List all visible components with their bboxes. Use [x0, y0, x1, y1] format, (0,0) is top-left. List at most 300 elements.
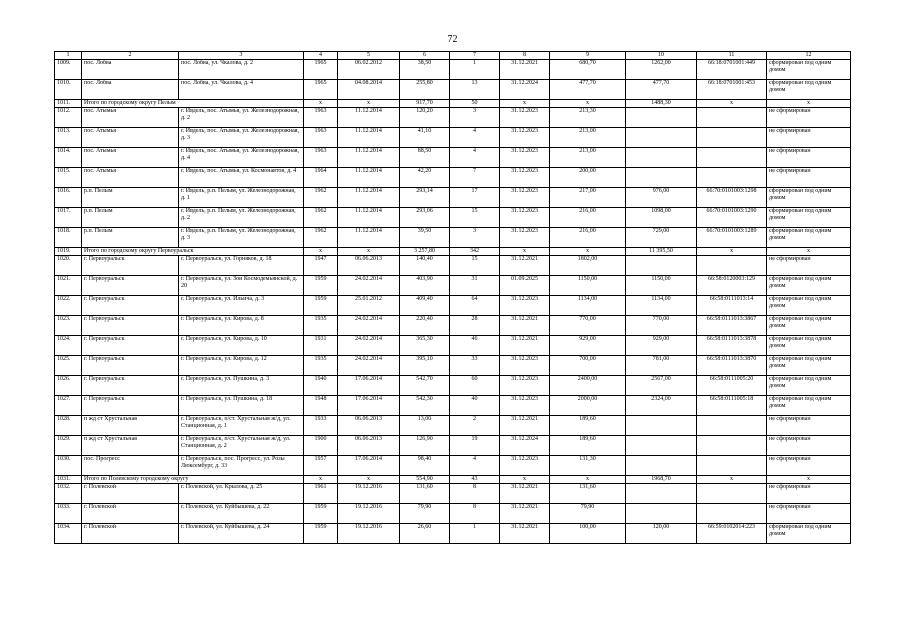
deadline-cell: 31.12.2023 — [500, 296, 550, 316]
land-status-cell: сформирован под одним домом — [767, 208, 851, 228]
address-cell: г. Первоуральск, ул. Ильича, д. 3 — [179, 296, 304, 316]
settlement-cell: г. Первоуральск — [82, 276, 179, 296]
row-number: 1022. — [55, 296, 82, 316]
address-cell: г. Первоуральск, ул. Кирова, д. 12 — [179, 356, 304, 376]
row-number: 1013. — [55, 128, 82, 148]
land-status-cell: сформирован под одним домом — [767, 376, 851, 396]
area-cell: 542,30 — [400, 396, 450, 416]
area-cell: 126,90 — [400, 436, 450, 456]
settlement-cell: п жд ст Хрустальная — [82, 416, 179, 436]
recognition-date-cell: x — [338, 100, 400, 108]
area-cell: 39,50 — [400, 228, 450, 248]
residents-cell: 3 — [450, 108, 500, 128]
recognition-date-cell: 17.06.2014 — [338, 396, 400, 416]
column9-cell: 770,00 — [550, 316, 626, 336]
recognition-date-cell: 11.12.2014 — [338, 108, 400, 128]
cadastral-number-cell: 66:70:0101003:1298 — [697, 188, 767, 208]
land-status-cell: не сформирован — [767, 128, 851, 148]
address-cell: г. Первоуральск, п/ст. Хрустальная ж/д, ул. Станционная, д. 2 — [179, 436, 304, 456]
land-area-cell: 11 395,50 — [626, 248, 697, 256]
column-number: 9 — [550, 52, 626, 60]
column-number: 4 — [304, 52, 338, 60]
settlement-cell: г. Первоуральск — [82, 256, 179, 276]
land-status-cell: не сформирован — [767, 148, 851, 168]
column-number: 12 — [767, 52, 851, 60]
deadline-cell: 31.12.2023 — [500, 148, 550, 168]
land-area-cell — [626, 128, 697, 148]
deadline-cell: 31.12.2021 — [500, 504, 550, 524]
area-cell: 293,14 — [400, 188, 450, 208]
table-row — [55, 336, 851, 356]
housing-register-table — [54, 51, 851, 544]
land-area-cell: 1134,00 — [626, 296, 697, 316]
row-number: 1014. — [55, 148, 82, 168]
address-cell: г. Ивдель, р.п. Пелым, ул. Железнодорожная, д. 2 — [179, 208, 304, 228]
deadline-cell: 31.12.2023 — [500, 108, 550, 128]
land-area-cell — [626, 168, 697, 188]
year-cell: 1963 — [304, 128, 338, 148]
land-area-cell — [626, 436, 697, 456]
recognition-date-cell: 11.12.2014 — [338, 148, 400, 168]
residents-cell: 4 — [450, 128, 500, 148]
deadline-cell: 31.12.2024 — [500, 80, 550, 100]
year-cell: 1933 — [304, 416, 338, 436]
recognition-date-cell: 11.12.2014 — [338, 228, 400, 248]
recognition-date-cell: 11.12.2014 — [338, 208, 400, 228]
total-label: Итого по городскому округу Пелым — [82, 100, 304, 108]
deadline-cell: 31.12.2021 — [500, 60, 550, 80]
column9-cell: 477,70 — [550, 80, 626, 100]
column9-cell: 131,60 — [550, 484, 626, 504]
year-cell: 1935 — [304, 316, 338, 336]
land-area-cell: 1150,00 — [626, 276, 697, 296]
table-row — [55, 108, 851, 128]
land-status-cell: не сформирован — [767, 484, 851, 504]
land-area-cell: 929,00 — [626, 336, 697, 356]
residents-cell: 1 — [450, 60, 500, 80]
area-cell: 220,40 — [400, 316, 450, 336]
row-number: 1033. — [55, 504, 82, 524]
recognition-date-cell: 19.12.2016 — [338, 524, 400, 544]
row-number: 1009. — [55, 60, 82, 80]
row-number: 1017. — [55, 208, 82, 228]
address-cell: г. Ивдель, р.п. Пелым, ул. Железнодорожная, д. 1 — [179, 188, 304, 208]
settlement-cell: г. Первоуральск — [82, 336, 179, 356]
land-area-cell — [626, 456, 697, 476]
year-cell: 1940 — [304, 376, 338, 396]
address-cell: г. Первоуральск, ул. Кирова, д. 10 — [179, 336, 304, 356]
land-status-cell: сформирован под одним домом — [767, 524, 851, 544]
settlement-cell: пос. Атымья — [82, 168, 179, 188]
page-number: 72 — [447, 34, 458, 45]
table-row — [55, 356, 851, 376]
land-status-cell: сформирован под одним домом — [767, 60, 851, 80]
column9-cell: 100,00 — [550, 524, 626, 544]
recognition-date-cell: 17.06.2014 — [338, 456, 400, 476]
residents-cell: 31 — [450, 276, 500, 296]
column-number: 7 — [450, 52, 500, 60]
settlement-cell: пос. Атымья — [82, 128, 179, 148]
residents-cell: 50 — [450, 100, 500, 108]
area-cell: 13,00 — [400, 416, 450, 436]
table-row — [55, 80, 851, 100]
area-cell: 395,10 — [400, 356, 450, 376]
residents-cell: 43 — [450, 476, 500, 484]
recognition-date-cell: 04.08.2014 — [338, 80, 400, 100]
land-area-cell — [626, 416, 697, 436]
table-row — [55, 456, 851, 476]
land-area-cell — [626, 484, 697, 504]
land-status-cell: не сформирован — [767, 456, 851, 476]
row-number: 1029. — [55, 436, 82, 456]
total-label: Итого по городскому округу Первоуральск — [82, 248, 304, 256]
land-area-cell: 120,00 — [626, 524, 697, 544]
settlement-cell: г. Первоуральск — [82, 316, 179, 336]
recognition-date-cell: x — [338, 248, 400, 256]
address-cell: пос. Лобва, ул. Чкалова, д. 2 — [179, 60, 304, 80]
deadline-cell: 31.12.2021 — [500, 256, 550, 276]
row-number: 1010. — [55, 80, 82, 100]
table-row — [55, 256, 851, 276]
land-status-cell: не сформирован — [767, 416, 851, 436]
land-status-cell: сформирован под одним домом — [767, 80, 851, 100]
land-status-cell: сформирован под одним домом — [767, 228, 851, 248]
recognition-date-cell: 19.12.2016 — [338, 484, 400, 504]
recognition-date-cell: 24.02.2014 — [338, 276, 400, 296]
settlement-cell: г. Полевской — [82, 504, 179, 524]
cadastral-number-cell: 66:58:0111013:3870 — [697, 356, 767, 376]
residents-cell: 342 — [450, 248, 500, 256]
cadastral-number-cell: 66:18:0701001:449 — [697, 60, 767, 80]
land-status-cell: x — [767, 476, 851, 484]
column-number: 10 — [626, 52, 697, 60]
table-row — [55, 416, 851, 436]
recognition-date-cell: 06.06.2013 — [338, 256, 400, 276]
deadline-cell: 31.12.2021 — [500, 336, 550, 356]
area-cell: 41,10 — [400, 128, 450, 148]
land-status-cell: сформирован под одним домом — [767, 396, 851, 416]
land-area-cell: 781,00 — [626, 356, 697, 376]
row-number: 1012. — [55, 108, 82, 128]
land-area-cell: 1968,70 — [626, 476, 697, 484]
land-area-cell: 976,00 — [626, 188, 697, 208]
row-number: 1020. — [55, 256, 82, 276]
year-cell: x — [304, 476, 338, 484]
area-cell: 26,60 — [400, 524, 450, 544]
column-number: 11 — [697, 52, 767, 60]
cadastral-number-cell — [697, 108, 767, 128]
table-row — [55, 396, 851, 416]
settlement-cell: г. Первоуральск — [82, 296, 179, 316]
recognition-date-cell: 19.12.2016 — [338, 504, 400, 524]
column-number: 3 — [179, 52, 304, 60]
year-cell: 1963 — [304, 148, 338, 168]
recognition-date-cell: 17.06.2014 — [338, 376, 400, 396]
column-number: 1 — [55, 52, 82, 60]
year-cell: 1965 — [304, 80, 338, 100]
address-cell: г. Первоуральск, ул. Кирова, д. 8 — [179, 316, 304, 336]
column9-cell: 1134,00 — [550, 296, 626, 316]
cadastral-number-cell — [697, 484, 767, 504]
cadastral-number-cell: x — [697, 476, 767, 484]
cadastral-number-cell — [697, 416, 767, 436]
land-status-cell: сформирован под одним домом — [767, 188, 851, 208]
column9-cell: 189,60 — [550, 436, 626, 456]
column9-cell: 680,70 — [550, 60, 626, 80]
area-cell: 79,90 — [400, 504, 450, 524]
year-cell: 1959 — [304, 296, 338, 316]
residents-cell: 8 — [450, 504, 500, 524]
column9-cell: 213,00 — [550, 128, 626, 148]
deadline-cell: x — [500, 100, 550, 108]
cadastral-number-cell: 66:58:0111005:20 — [697, 376, 767, 396]
year-cell: 1965 — [304, 60, 338, 80]
settlement-cell: г. Полевской — [82, 484, 179, 504]
column-number-row — [55, 52, 851, 60]
address-cell: г. Ивдель, р.п. Пелым, ул. Железнодорожная, д. 3 — [179, 228, 304, 248]
deadline-cell: 31.12.2021 — [500, 416, 550, 436]
table-row — [55, 148, 851, 168]
residents-cell: 64 — [450, 296, 500, 316]
recognition-date-cell: 11.12.2014 — [338, 168, 400, 188]
row-number: 1030. — [55, 456, 82, 476]
land-area-cell: 2324,00 — [626, 396, 697, 416]
year-cell: 1963 — [304, 108, 338, 128]
area-cell: 403,90 — [400, 276, 450, 296]
area-cell: 120,20 — [400, 108, 450, 128]
total-row — [55, 476, 851, 484]
cadastral-number-cell — [697, 128, 767, 148]
year-cell: 1935 — [304, 356, 338, 376]
row-number: 1021. — [55, 276, 82, 296]
table-row — [55, 436, 851, 456]
recognition-date-cell: 24.02.2014 — [338, 316, 400, 336]
row-number: 1018. — [55, 228, 82, 248]
land-status-cell: сформирован под одним домом — [767, 276, 851, 296]
recognition-date-cell: 06.06.2013 — [338, 436, 400, 456]
table-row — [55, 504, 851, 524]
residents-cell: 46 — [450, 336, 500, 356]
settlement-cell: г. Первоуральск — [82, 396, 179, 416]
row-number: 1026. — [55, 376, 82, 396]
land-status-cell: сформирован под одним домом — [767, 336, 851, 356]
column-number: 8 — [500, 52, 550, 60]
year-cell: 1931 — [304, 336, 338, 356]
year-cell: 1900 — [304, 436, 338, 456]
column9-cell: 79,90 — [550, 504, 626, 524]
deadline-cell: 31.12.2021 — [500, 316, 550, 336]
land-status-cell: сформирован под одним домом — [767, 316, 851, 336]
settlement-cell: пос. Атымья — [82, 108, 179, 128]
deadline-cell: x — [500, 248, 550, 256]
land-status-cell: x — [767, 248, 851, 256]
area-cell: 365,30 — [400, 336, 450, 356]
cadastral-number-cell — [697, 436, 767, 456]
residents-cell: 15 — [450, 208, 500, 228]
land-area-cell — [626, 256, 697, 276]
table-row — [55, 376, 851, 396]
land-area-cell: 477,70 — [626, 80, 697, 100]
settlement-cell: пос. Прогресс — [82, 456, 179, 476]
area-cell: 140,40 — [400, 256, 450, 276]
land-status-cell: не сформирован — [767, 504, 851, 524]
column9-cell: x — [550, 476, 626, 484]
year-cell: 1959 — [304, 276, 338, 296]
row-number: 1025. — [55, 356, 82, 376]
settlement-cell: пос. Атымья — [82, 148, 179, 168]
table-row — [55, 296, 851, 316]
column9-cell: 1150,00 — [550, 276, 626, 296]
cadastral-number-cell — [697, 256, 767, 276]
deadline-cell: 31.12.2023 — [500, 228, 550, 248]
year-cell: 1959 — [304, 524, 338, 544]
area-cell: 131,60 — [400, 484, 450, 504]
recognition-date-cell: x — [338, 476, 400, 484]
area-cell: 293,06 — [400, 208, 450, 228]
residents-cell: 60 — [450, 376, 500, 396]
year-cell: x — [304, 248, 338, 256]
year-cell: 1962 — [304, 228, 338, 248]
cadastral-number-cell — [697, 168, 767, 188]
total-row — [55, 100, 851, 108]
table-row — [55, 168, 851, 188]
land-status-cell: не сформирован — [767, 256, 851, 276]
deadline-cell: 31.12.2023 — [500, 208, 550, 228]
year-cell: 1947 — [304, 256, 338, 276]
row-number: 1028. — [55, 416, 82, 436]
address-cell: г. Первоуральск, п/ст. Хрустальная ж/д, ул. Станционная, д. 1 — [179, 416, 304, 436]
column9-cell: 189,60 — [550, 416, 626, 436]
column9-cell: 213,30 — [550, 108, 626, 128]
recognition-date-cell: 11.12.2014 — [338, 128, 400, 148]
cadastral-number-cell — [697, 456, 767, 476]
land-status-cell: не сформирован — [767, 168, 851, 188]
land-status-cell: не сформирован — [767, 108, 851, 128]
deadline-cell: 31.12.2023 — [500, 456, 550, 476]
year-cell: 1957 — [304, 456, 338, 476]
table-row — [55, 228, 851, 248]
column9-cell: 2400,00 — [550, 376, 626, 396]
address-cell: г. Первоуральск, ул. Пушкина, д. 18 — [179, 396, 304, 416]
row-number: 1019. — [55, 248, 82, 256]
settlement-cell: пос. Лобва — [82, 80, 179, 100]
area-cell: 42,20 — [400, 168, 450, 188]
recognition-date-cell: 24.02.2014 — [338, 356, 400, 376]
cadastral-number-cell: x — [697, 100, 767, 108]
total-label: Итого по Полевскому городскому округу — [82, 476, 304, 484]
deadline-cell: 31.12.2023 — [500, 188, 550, 208]
land-area-cell: 2567,00 — [626, 376, 697, 396]
recognition-date-cell: 24.02.2014 — [338, 336, 400, 356]
settlement-cell: г. Первоуральск — [82, 356, 179, 376]
residents-cell: 40 — [450, 396, 500, 416]
land-area-cell: 770,00 — [626, 316, 697, 336]
settlement-cell: г. Первоуральск — [82, 376, 179, 396]
year-cell: 1948 — [304, 396, 338, 416]
cadastral-number-cell: 66:58:0120003:129 — [697, 276, 767, 296]
address-cell: г. Первоуральск, ул. Зои Космодемьянской, д. 20 — [179, 276, 304, 296]
area-cell: 554,90 — [400, 476, 450, 484]
address-cell: г. Ивдель, пос. Атымья, ул. Железнодорожная, д. 4 — [179, 148, 304, 168]
deadline-cell: 31.12.2021 — [500, 524, 550, 544]
column-number: 5 — [338, 52, 400, 60]
year-cell: 1962 — [304, 188, 338, 208]
residents-cell: 1 — [450, 524, 500, 544]
column9-cell: 200,00 — [550, 168, 626, 188]
settlement-cell: п жд ст Хрустальная — [82, 436, 179, 456]
area-cell: 917,70 — [400, 100, 450, 108]
area-cell: 98,40 — [400, 456, 450, 476]
land-area-cell: 729,00 — [626, 228, 697, 248]
area-cell: 88,50 — [400, 148, 450, 168]
row-number: 1031. — [55, 476, 82, 484]
cadastral-number-cell: 66:58:0111013:3867 — [697, 316, 767, 336]
table-row — [55, 128, 851, 148]
area-cell: 542,70 — [400, 376, 450, 396]
deadline-cell: 31.12.2023 — [500, 376, 550, 396]
deadline-cell: 31.12.2024 — [500, 436, 550, 456]
land-status-cell: сформирован под одним домом — [767, 296, 851, 316]
column-number: 6 — [400, 52, 450, 60]
table-row — [55, 208, 851, 228]
residents-cell: 33 — [450, 356, 500, 376]
cadastral-number-cell — [697, 148, 767, 168]
land-status-cell: x — [767, 100, 851, 108]
cadastral-number-cell: 66:59:0102014:223 — [697, 524, 767, 544]
deadline-cell: x — [500, 476, 550, 484]
column9-cell: 217,00 — [550, 188, 626, 208]
table-row — [55, 276, 851, 296]
address-cell: г. Первоуральск, ул. Горняков, д. 18 — [179, 256, 304, 276]
year-cell: 1961 — [304, 484, 338, 504]
cadastral-number-cell: 66:58:0111005:18 — [697, 396, 767, 416]
area-cell: 3 257,80 — [400, 248, 450, 256]
residents-cell: 8 — [450, 484, 500, 504]
column9-cell: 216,00 — [550, 208, 626, 228]
settlement-cell: пос. Лобва — [82, 60, 179, 80]
cadastral-number-cell: 66:58:0111013:14 — [697, 296, 767, 316]
land-area-cell: 1488,30 — [626, 100, 697, 108]
land-area-cell: 1098,00 — [626, 208, 697, 228]
cadastral-number-cell: 66:18:0701001:453 — [697, 80, 767, 100]
address-cell: г. Ивдель, пос. Атымья, ул. Космонавтов, д. 4 — [179, 168, 304, 188]
recognition-date-cell: 25.01.2012 — [338, 296, 400, 316]
area-cell: 409,40 — [400, 296, 450, 316]
column9-cell: 213,00 — [550, 148, 626, 168]
area-cell: 255,80 — [400, 80, 450, 100]
address-cell: г. Полевской, ул. Крылова, д. 25 — [179, 484, 304, 504]
residents-cell: 13 — [450, 80, 500, 100]
address-cell: г. Полевской, ул. Куйбышева, д. 22 — [179, 504, 304, 524]
year-cell: x — [304, 100, 338, 108]
settlement-cell: р.п. Пелым — [82, 208, 179, 228]
address-cell: г. Полевской, ул. Куйбышева, д. 24 — [179, 524, 304, 544]
table-row — [55, 524, 851, 544]
residents-cell: 4 — [450, 456, 500, 476]
land-area-cell: 1262,00 — [626, 60, 697, 80]
column9-cell: x — [550, 100, 626, 108]
residents-cell: 19 — [450, 436, 500, 456]
recognition-date-cell: 06.02.2012 — [338, 60, 400, 80]
year-cell: 1964 — [304, 168, 338, 188]
deadline-cell: 01.09.2025 — [500, 276, 550, 296]
total-row — [55, 248, 851, 256]
table-row — [55, 60, 851, 80]
residents-cell: 17 — [450, 188, 500, 208]
table-row — [55, 188, 851, 208]
settlement-cell: р.п. Пелым — [82, 188, 179, 208]
deadline-cell: 31.12.2023 — [500, 396, 550, 416]
